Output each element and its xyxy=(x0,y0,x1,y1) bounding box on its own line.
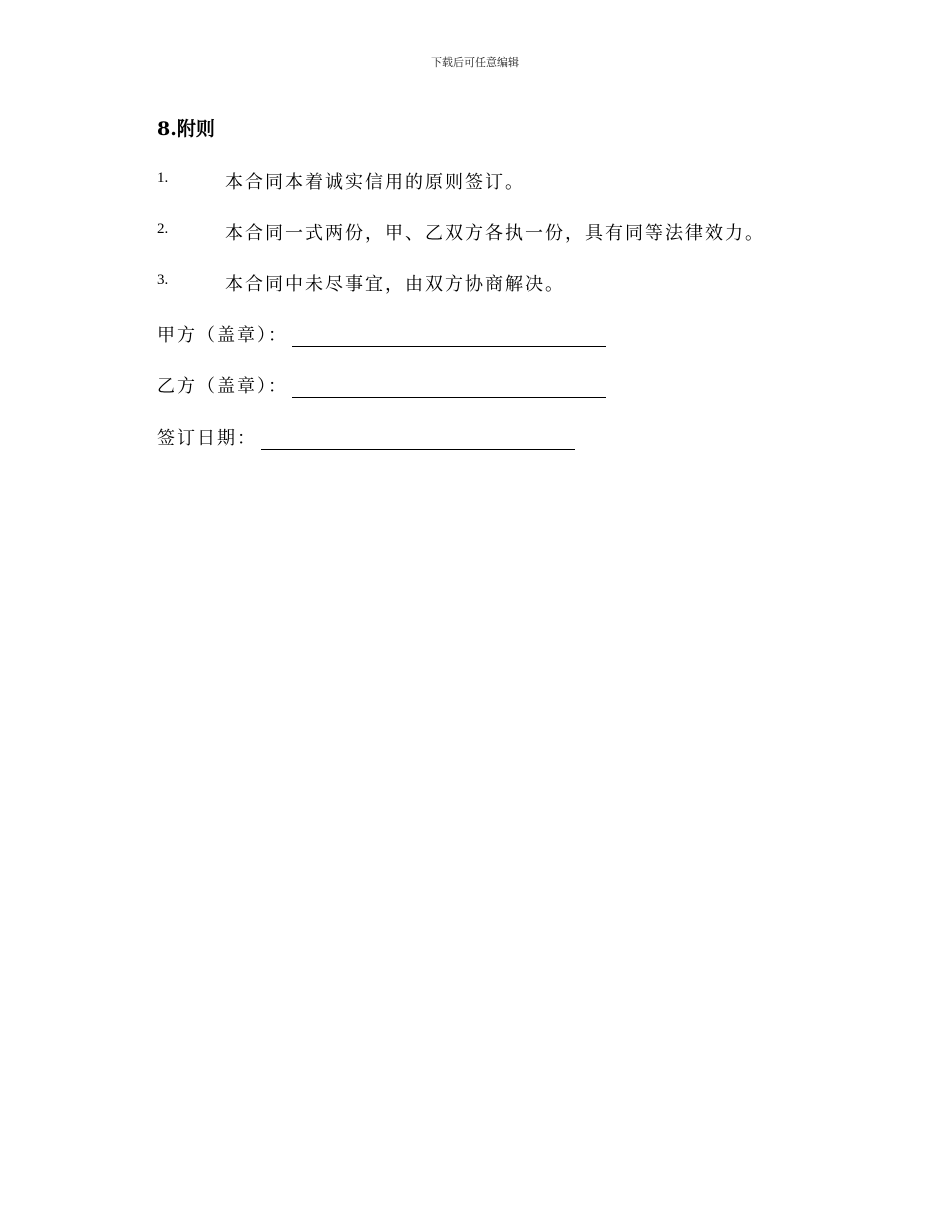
clause-number: 2. xyxy=(157,221,169,237)
clause-text: 本合同中未尽事宜，由双方协商解决。 xyxy=(225,274,565,295)
page-header-note: 下载后可任意编辑 xyxy=(431,56,519,69)
date-signature-row xyxy=(157,424,575,450)
party-b-signature-row xyxy=(157,372,606,398)
party-a-label: 甲方（盖章）： xyxy=(157,325,288,346)
clause-text: 本合同本着诚实信用的原则签订。 xyxy=(225,172,525,193)
date-line[interactable] xyxy=(261,429,575,450)
clause-text: 本合同一式两份，甲、乙双方各执一份，具有同等法律效力。 xyxy=(225,223,765,244)
party-a-signature-row xyxy=(157,321,606,347)
party-b-label: 乙方（盖章）： xyxy=(157,376,288,397)
party-a-signature-line[interactable] xyxy=(292,326,606,347)
date-label: 签订日期： xyxy=(157,428,257,449)
clause-number: 3. xyxy=(157,272,169,288)
party-b-signature-line[interactable] xyxy=(292,377,606,398)
clause-number: 1. xyxy=(157,170,169,186)
section-title: 8.附则 xyxy=(157,118,215,140)
